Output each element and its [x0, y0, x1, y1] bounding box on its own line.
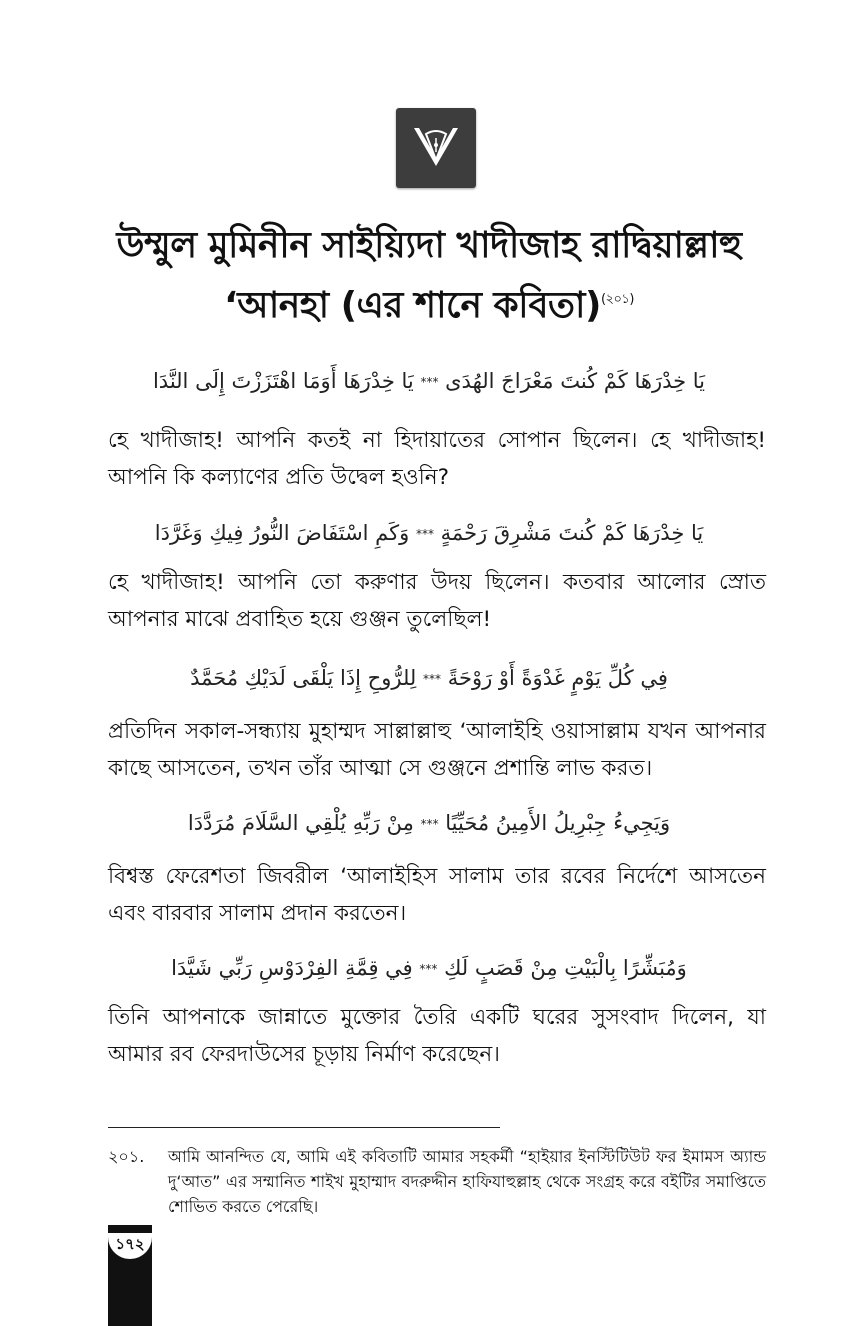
verse-4-second-hemistich: مِنْ رَبِّهِ يُلْقِي السَّلَامَ مُرَدَّدَا — [187, 811, 414, 835]
verse-5-second-hemistich: فِي قِمَّةِ الفِرْدَوْسِ رَبِّي شَيَّدَا — [171, 956, 413, 980]
footnote-number: ২০১. — [108, 1147, 145, 1166]
translation-5: তিনি আপনাকে জান্নাতে মুক্তোর তৈরি একটি ঘরের সুসংবাদ দিলেন, যা আমার রব ফেরদাউসের চূড়ায় নির্মাণ করেছেন। — [108, 1005, 766, 1067]
verse-2-second-hemistich: وَكَمِ اسْتَفَاضَ النُّورُ فِيكِ وَغَرَّدَا — [154, 521, 410, 545]
translation-3: প্রতিদিন সকাল-সন্ধ্যায় মুহাম্মদ সাল্লাল্লাহু ‘আলাইহি ওয়াসাল্লাম যখন আপনার কাছে আসতেন, তখন তাঁর আত্মা সে গুঞ্জনে প্রশান্তি লাভ করত। — [108, 719, 766, 781]
verse-1-second-hemistich: يَا خِدْرَهَا أَوَمَا اهْتَزَزْتَ إِلَى النَّدَا — [152, 369, 414, 393]
verse-1-first-hemistich: يَا خِدْرَهَا كَمْ كُنتَ مَعْرَاجَ الهُدَى — [445, 369, 706, 393]
verse-3-first-hemistich: فِي كُلِّ يَوْمٍ غَدْوَةً أَوْ رَوْحَةً — [447, 666, 668, 690]
verse-2-first-hemistich: يَا خِدْرَهَا كَمْ كُنتَ مَشْرِقَ رَحْمَةٍ — [440, 521, 704, 545]
footnote-text: আমি আনন্দিত যে, আমি এই কবিতাটি আমার সহকর্মী “হাইয়ার ইনস্টিটিউট ফর ইমামস অ্যান্ড দু‘আত” এর সম্মানিত শাইখ মুহাম্মাদ বদরুদ্দীন হাফিযাহুল্লাহ থেকে সংগ্রহ করে বইটির সমাপ্তিতে শোভিত করতে পেরেছি। — [168, 1147, 766, 1216]
verse-separator: *** — [419, 962, 438, 976]
translation-1: হে খাদীজাহ! আপনি কতই না হিদায়াতের সোপান ছিলেন। হে খাদীজাহ! আপনি কি কল্যাণের প্রতি উদ্বেল হওনি? — [108, 428, 766, 490]
arabic-verse-2 — [90, 516, 768, 551]
verse-separator: *** — [420, 375, 439, 389]
verse-4-first-hemistich: وَيَجِيءُ جِبْرِيلُ الأَمِينُ مُحَيِّيًا — [445, 811, 671, 835]
verse-separator: *** — [423, 672, 442, 686]
footnote-reference: (২০১) — [600, 292, 634, 307]
arabic-verse-5 — [90, 951, 768, 986]
translation-2: হে খাদীজাহ! আপনি তো করুণার উদয় ছিলেন। কতবার আলোর স্রোত আপনার মাঝে প্রবাহিত হয়ে গুঞ্জন তুলেছিল! — [108, 570, 766, 632]
page-number: ১৭২ — [108, 1233, 152, 1259]
page-title-line-2 — [40, 274, 818, 332]
arabic-verse-4 — [90, 806, 768, 841]
verse-5-first-hemistich: وَمُبَشِّرًا بِالْبَيْتِ مِنْ قَصَبٍ لَكِ — [444, 956, 687, 980]
verse-separator: *** — [420, 817, 439, 831]
arabic-verse-3 — [90, 661, 768, 696]
footnote-divider — [108, 1127, 500, 1128]
page-title-text: ‘আনহা (এর শানে কবিতা) — [224, 285, 601, 326]
page-title-line-1: উম্মুল মুমিনীন সাইয়্যিদা খাদীজাহ রাদ্বিয়াল্লাহু — [116, 225, 742, 266]
verse-3-second-hemistich: لِلرُّوحِ إِذَا يَلْقَى لَدَيْكِ مُحَمَّدٌ — [190, 666, 417, 690]
verse-separator: *** — [415, 527, 434, 541]
arabic-verse-1 — [90, 364, 768, 399]
translation-4: বিশ্বস্ত ফেরেশতা জিবরীল ‘আলাইহিস সালাম তার রবের নির্দেশে আসতেন এবং বারবার সালাম প্রদান করতেন। — [108, 864, 766, 926]
chapter-logo — [396, 108, 476, 188]
fountain-pen-nib-icon — [396, 108, 476, 188]
